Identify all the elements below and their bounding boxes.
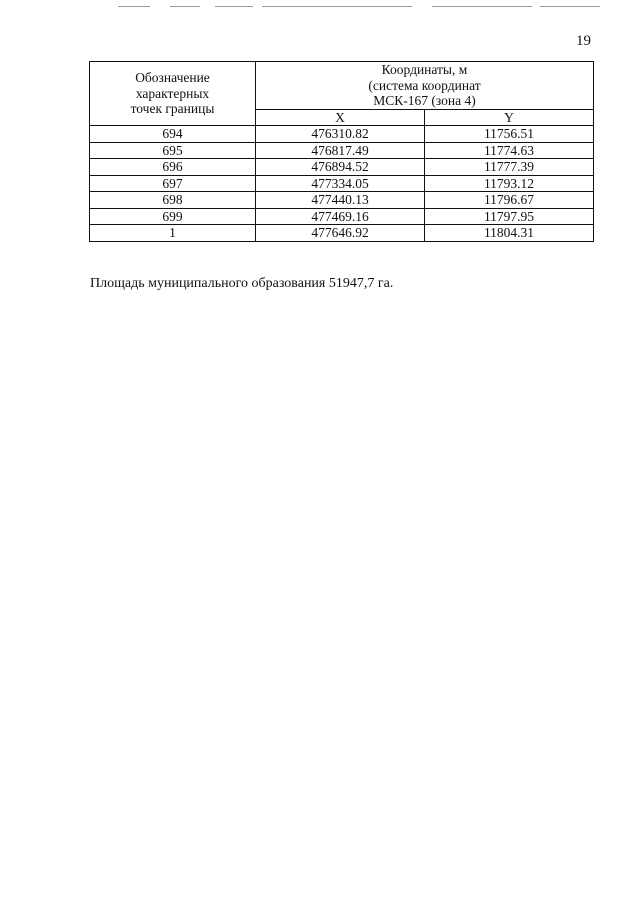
- x-cell: 477334.05: [256, 175, 425, 192]
- scan-top-rule: [118, 6, 150, 7]
- x-cell: 477469.16: [256, 208, 425, 225]
- point-cell: 696: [90, 159, 256, 176]
- x-cell: 476817.49: [256, 142, 425, 159]
- x-cell: 477646.92: [256, 225, 425, 242]
- point-header-line: Обозначение: [135, 70, 210, 86]
- table-row: [90, 225, 594, 242]
- y-cell: 11793.12: [425, 175, 594, 192]
- point-header-line: точек границы: [130, 101, 215, 117]
- point-cell: 694: [90, 126, 256, 143]
- y-cell: 11797.95: [425, 208, 594, 225]
- y-cell: 11777.39: [425, 159, 594, 176]
- table-row: [90, 142, 594, 159]
- y-cell: 11756.51: [425, 126, 594, 143]
- page-number: 19: [576, 33, 591, 49]
- point-column-header: [90, 62, 256, 126]
- table-header-row: [90, 62, 594, 110]
- scan-top-rule: [540, 6, 600, 7]
- table-row: [90, 159, 594, 176]
- area-note: Площадь муниципального образования 51947,7 га.: [90, 276, 394, 291]
- y-column-header: Y: [425, 109, 594, 126]
- x-column-header: X: [256, 109, 425, 126]
- coordinates-table: [89, 61, 594, 242]
- scan-top-rule: [432, 6, 532, 7]
- table-row: [90, 175, 594, 192]
- y-cell: 11796.67: [425, 192, 594, 209]
- x-cell: 477440.13: [256, 192, 425, 209]
- y-cell: 11774.63: [425, 142, 594, 159]
- scan-top-rule: [262, 6, 412, 7]
- table-row: [90, 208, 594, 225]
- scan-top-rule: [170, 6, 200, 7]
- coordinates-column-header: [256, 62, 594, 110]
- scan-top-rule: [215, 6, 253, 7]
- coordinates-header-line: (система координат: [368, 77, 481, 93]
- point-cell: 698: [90, 192, 256, 209]
- point-cell: 697: [90, 175, 256, 192]
- point-cell: 695: [90, 142, 256, 159]
- table-row: [90, 126, 594, 143]
- coordinates-header-line: Координаты, м: [381, 62, 468, 77]
- x-cell: 476894.52: [256, 159, 425, 176]
- coordinates-header-line: МСК-167 (зона 4): [373, 93, 476, 108]
- point-header-line: характерных: [135, 85, 210, 101]
- point-cell: 699: [90, 208, 256, 225]
- x-cell: 476310.82: [256, 126, 425, 143]
- y-cell: 11804.31: [425, 225, 594, 242]
- table-row: [90, 192, 594, 209]
- point-cell: 1: [90, 225, 256, 242]
